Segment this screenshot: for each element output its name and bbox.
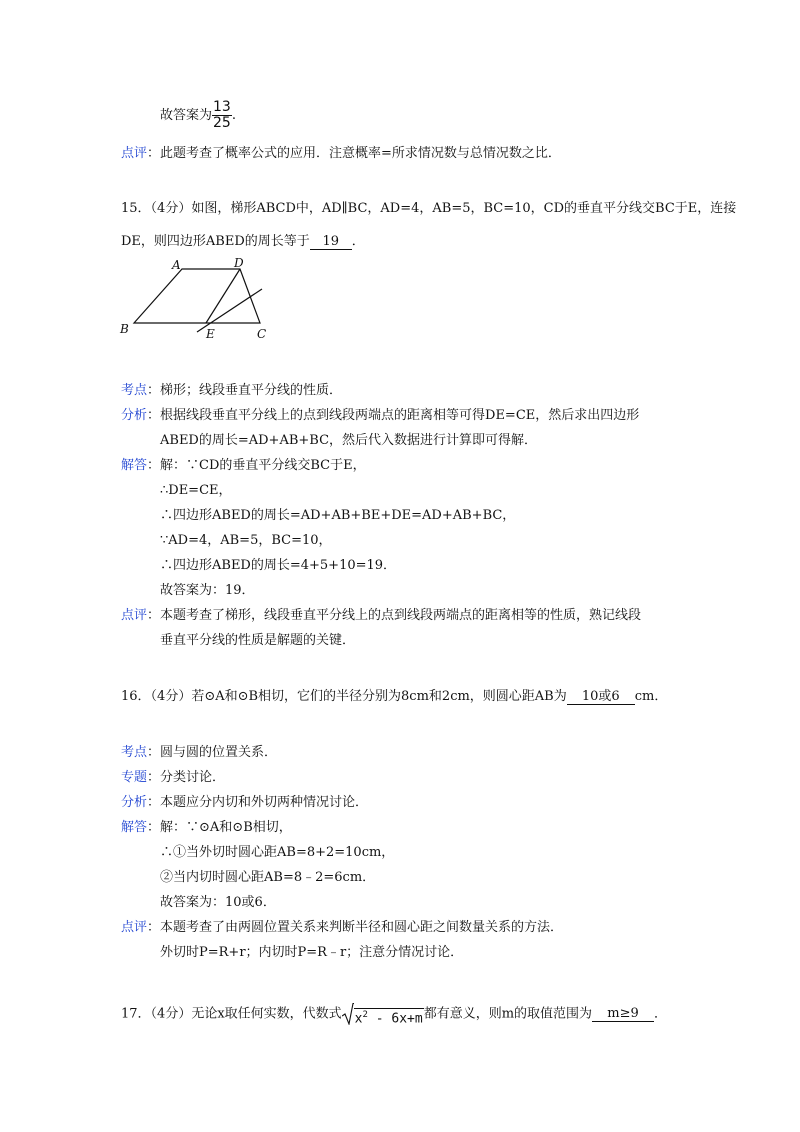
answer-line-prev (160, 100, 236, 131)
zhuanti-label: 专题 (121, 770, 148, 785)
answer-fraction (212, 100, 232, 131)
q16-dianping-cont: 外切时P=R+r；内切时P=R﹣r；注意分情况讨论． (160, 945, 464, 960)
q16-line-suffix: cm． (634, 689, 668, 704)
sqrt-expression (342, 1003, 424, 1025)
q16-kaodian (121, 746, 277, 759)
q16-dianping (121, 921, 563, 934)
label-e: E (206, 327, 215, 341)
q16-zhuanti (121, 771, 225, 784)
comment-label: 点评 (121, 146, 148, 161)
comment-line-prev (121, 147, 561, 160)
dianping-label: 点评 (121, 920, 148, 935)
q16-jieda-line: ∴①当外切时圆心距AB=8+2=10cm， (160, 845, 395, 860)
q15-line2-suffix: ． (351, 234, 365, 249)
dianping-text: ：本题考查了梯形，线段垂直平分线上的点到线段两端点的距离相等的性质，熟记线段 (147, 608, 642, 623)
radical-sign-icon (342, 1003, 354, 1025)
q15-dianping (121, 609, 641, 622)
dianping-label: 点评 (121, 608, 148, 623)
q17-line-mid: 都有意义，则m的取值范围为 (423, 1006, 593, 1022)
kaodian-label: 考点 (121, 745, 148, 760)
q15-line2-prefix: DE，则四边形ABED的周长等于 (121, 234, 310, 249)
perpendicular-bisector (197, 289, 262, 332)
q16-fenxi (121, 796, 368, 809)
q15-jieda-line: 故答案为：19． (160, 583, 255, 598)
q15-kaodian (121, 384, 342, 397)
q17-line-suffix: ． (654, 1006, 668, 1022)
label-a: A (172, 258, 181, 272)
q16-jieda-line: ②当内切时圆心距AB=8﹣2=6cm． (160, 870, 376, 885)
zhuanti-text: ：分类讨论． (147, 770, 226, 785)
trapezoid-figure (112, 255, 282, 345)
dianping-text: ：本题考查了由两圆位置关系来判断半径和圆心距之间数量关系的方法． (147, 920, 564, 935)
radicand-exponent: 2 (362, 1009, 368, 1020)
fraction-denominator: 25 (213, 115, 231, 131)
q15-line2 (121, 234, 365, 250)
label-b: B (120, 322, 129, 336)
label-d: D (234, 256, 244, 270)
fenxi-label: 分析 (121, 795, 148, 810)
q17-line (121, 1003, 667, 1025)
q16-answer: 10或6 (567, 689, 635, 705)
radicand (354, 1008, 424, 1025)
fraction-numerator: 13 (213, 99, 231, 115)
jieda-line: ：解：∵⊙A和⊙B相切， (147, 820, 292, 835)
q17-answer: m≥9 (592, 1006, 654, 1022)
q15-fenxi (121, 409, 639, 422)
jieda-line: ：解：∵CD的垂直平分线交BC于E， (147, 458, 366, 473)
kaodian-text: ：圆与圆的位置关系． (147, 745, 278, 760)
kaodian-text: ：梯形；线段垂直平分线的性质． (147, 383, 343, 398)
answer-suffix: . (231, 108, 236, 123)
q15-jieda-line: ∴四边形ABED的周长=AD+AB+BE+DE=AD+AB+BC， (160, 508, 516, 523)
q15-jieda (121, 459, 366, 472)
q16-jieda (121, 821, 292, 834)
jieda-label: 解答 (121, 458, 148, 473)
jieda-label: 解答 (121, 820, 148, 835)
q16-line-prefix: 16．（4分）若⊙A和⊙B相切，它们的半径分别为8cm和2cm，则圆心距AB为 (121, 689, 567, 704)
q15-jieda-line: ∵AD=4，AB=5，BC=10， (160, 533, 332, 548)
q15-jieda-line: ∴四边形ABED的周长=4+5+10=19． (160, 558, 397, 573)
answer-prefix: 故答案为 (160, 108, 213, 123)
q15-fenxi-cont: ABED的周长=AD+AB+BC，然后代入数据进行计算即可得解． (160, 433, 538, 448)
q16-jieda-line: 故答案为：10或6． (160, 895, 276, 910)
fenxi-text: ：根据线段垂直平分线上的点到线段两端点的距离相等可得DE=CE，然后求出四边形 (147, 408, 640, 423)
radicand-rest: - 6x+m (367, 1011, 423, 1026)
trapezoid-abcd (134, 269, 260, 323)
radicand-x: x (354, 1011, 363, 1026)
q15-answer: 19 (310, 234, 352, 250)
q15-dianping-cont: 垂直平分线的性质是解题的关键． (160, 633, 356, 648)
q15-jieda-line: ∴DE=CE， (160, 483, 232, 498)
q15-line1: 15．（4分）如图，梯形ABCD中，AD∥BC，AD=4，AB=5，BC=10，CD的垂直平分线交BC于E，连接 (121, 201, 737, 216)
q17-line-prefix: 17．（4分）无论x取任何实数，代数式 (121, 1006, 342, 1022)
fenxi-text: ：本题应分内切和外切两种情况讨论． (147, 795, 369, 810)
fenxi-label: 分析 (121, 408, 148, 423)
q16-line (121, 689, 667, 705)
kaodian-label: 考点 (121, 383, 148, 398)
label-c: C (257, 327, 267, 341)
comment-text: ：此题考查了概率公式的应用．注意概率=所求情况数与总情况数之比． (147, 146, 561, 161)
